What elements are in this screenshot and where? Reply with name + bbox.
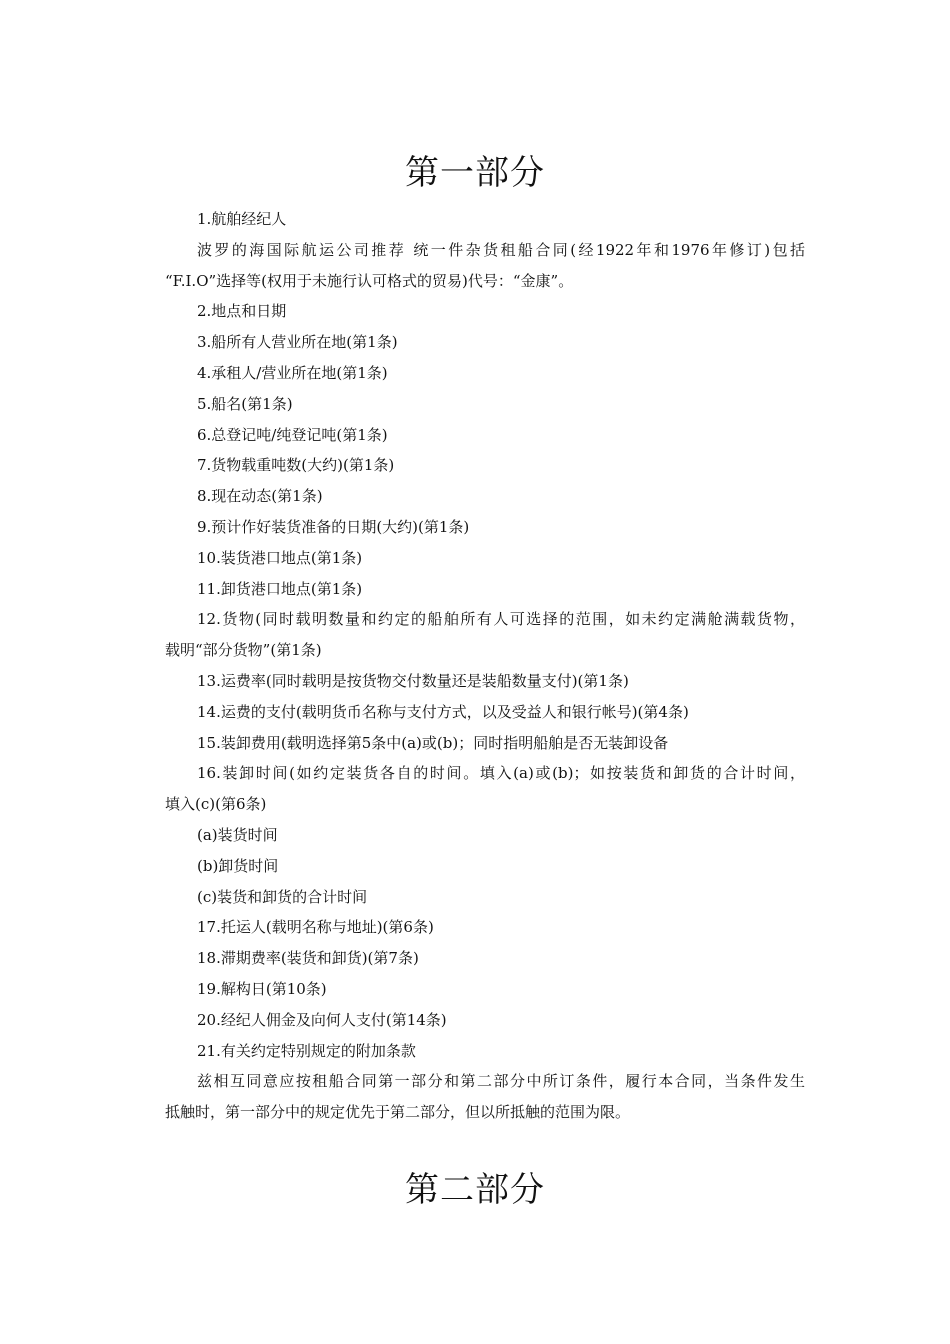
- item-16-laytime-line-2: 填入(c)(第6条): [165, 795, 267, 814]
- item-7-deadweight: 7.货物载重吨数(大约)(第1条): [197, 456, 395, 475]
- item-1-broker: 1.航舶经纪人: [197, 210, 287, 228]
- item-16a-loading-time: (a)装货时间: [197, 825, 278, 844]
- intro-line-2: “F.I.O”选择等(权用于未施行认可格式的贸易)代号：“金康”。: [165, 271, 574, 290]
- part-two-title: 第二部分: [405, 1170, 545, 1210]
- part-one-content: [165, 204, 805, 1128]
- item-2-place-date: 2.地点和日期: [197, 302, 287, 321]
- item-6-tonnage: 6.总登记吨/纯登记吨(第1条): [197, 425, 388, 444]
- item-12-cargo-line-1: 12.货物(同时载明数量和约定的船舶所有人可选择的范围，如未约定满舱满载货物，: [197, 610, 805, 629]
- item-5-vessel-name: 5.船名(第1条): [197, 394, 293, 413]
- item-18-demurrage-rate: 18.滞期费率(装货和卸货)(第7条): [197, 949, 419, 968]
- item-11-discharging-port: 11.卸货港口地点(第1条): [197, 579, 363, 598]
- agreement-line-2: 抵触时，第一部分中的规定优先于第二部分，但以所抵触的范围为限。: [165, 1103, 631, 1122]
- item-15-loading-costs: 15.装卸费用(载明选择第5条中(a)或(b)；同时指明船舶是否无装卸设备: [197, 733, 669, 752]
- item-19-cancelling-date: 19.解构日(第10条): [197, 979, 327, 998]
- item-14-freight-payment: 14.运费的支付(载明货币名称与支付方式，以及受益人和银行帐号)(第4条): [197, 702, 689, 721]
- item-21-additional-clauses: 21.有关约定特别规定的附加条款: [197, 1041, 416, 1060]
- item-20-brokerage: 20.经纪人佣金及向何人支付(第14条): [197, 1010, 447, 1029]
- agreement-line-1: 兹相互同意应按租船合同第一部分和第二部分中所订条件，履行本合同，当条件发生: [197, 1072, 805, 1091]
- item-16b-discharging-time: (b)卸货时间: [197, 856, 279, 875]
- part-one-title: 第一部分: [405, 153, 545, 193]
- item-4-charterer-address: 4.承租人/营业所在地(第1条): [197, 363, 388, 382]
- item-9-expected-ready: 9.预计作好装货准备的日期(大约)(第1条): [197, 517, 470, 536]
- item-16c-total-time: (c)装货和卸货的合计时间: [197, 887, 368, 906]
- item-13-freight-rate: 13.运费率(同时载明是按货物交付数量还是装船数量支付)(第1条): [197, 671, 629, 690]
- item-8-present-position: 8.现在动态(第1条): [197, 487, 323, 506]
- item-16-laytime-line-1: 16.装卸时间(如约定装货各自的时间。填入(a)或(b)；如按装货和卸货的合计时间，: [197, 764, 805, 783]
- item-17-shippers: 17.托运人(载明名称与地址)(第6条): [197, 918, 434, 937]
- item-12-cargo-line-2: 载明“部分货物”(第1条): [165, 641, 322, 660]
- item-3-owner-address: 3.船所有人营业所在地(第1条): [197, 333, 398, 352]
- item-10-loading-port: 10.装货港口地点(第1条): [197, 548, 363, 567]
- intro-line-1: 波罗的海国际航运公司推荐 统一件杂货租船合同(经1922年和1976年修订)包括: [197, 240, 805, 259]
